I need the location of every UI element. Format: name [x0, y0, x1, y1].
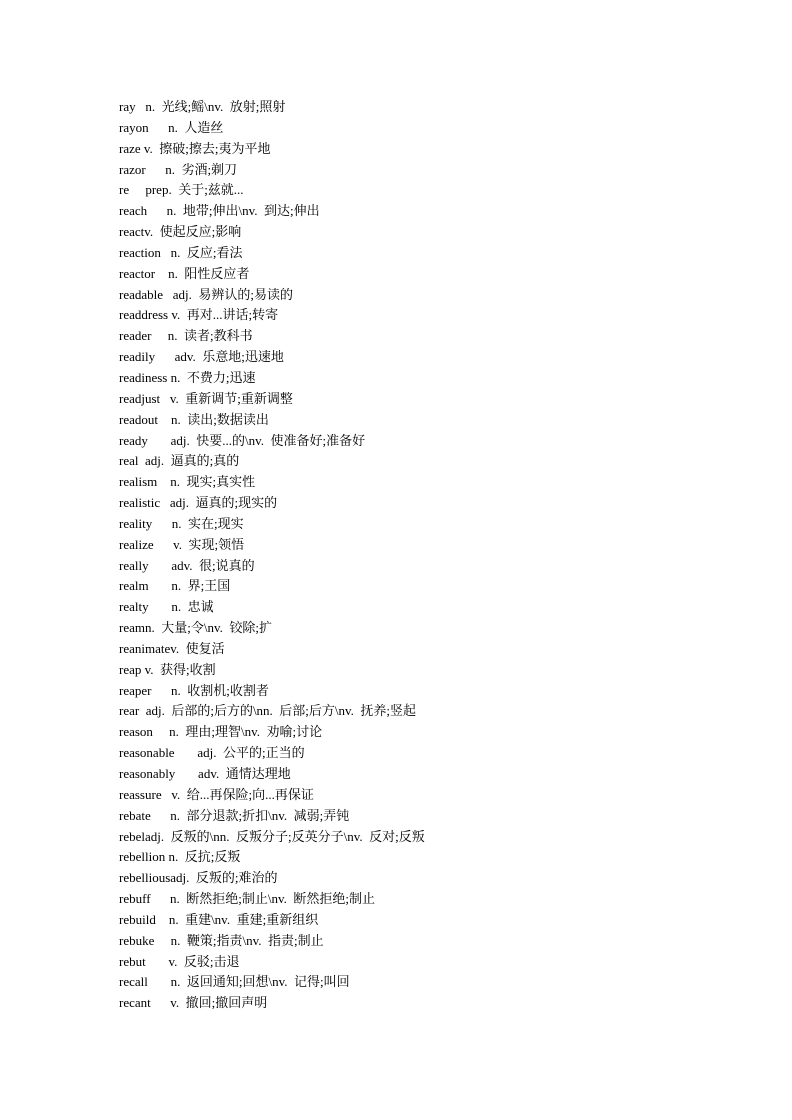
- vocabulary-entry: realistic adj. 逼真的;现实的: [119, 495, 278, 511]
- vocabulary-entry: reaction n. 反应;看法: [119, 244, 243, 260]
- vocabulary-entry: ready adj. 快要...的\nv. 使准备好;准备好: [119, 432, 366, 448]
- vocabulary-entry: readable adj. 易辨认的;易读的: [119, 286, 294, 302]
- vocabulary-entry: rebellion n. 反抗;反叛: [119, 849, 241, 865]
- vocabulary-entry: ray n. 光线;鳐\nv. 放射;照射: [119, 99, 286, 114]
- vocabulary-entry: rebut v. 反驳;击退: [119, 953, 240, 969]
- vocabulary-entry: reactv. 使起反应;影响: [119, 224, 242, 240]
- vocabulary-entry: realm n. 界;王国: [119, 578, 231, 594]
- vocabulary-entry: readout n. 读出;数据读出: [119, 411, 269, 427]
- vocabulary-entry: rear adj. 后部的;后方的\nn. 后部;后方\nv. 抚养;竖起: [119, 703, 417, 719]
- vocabulary-entry: realty n. 忠诚: [119, 599, 214, 615]
- vocabulary-entry: recall n. 返回通知;回想\nv. 记得;叫回: [119, 974, 350, 990]
- vocabulary-entry: readdress v. 再对...讲话;转寄: [119, 307, 279, 323]
- vocabulary-entry: reap v. 获得;收割: [119, 661, 216, 677]
- vocabulary-entry: reamn. 大量;令\nv. 铰除;扩: [119, 620, 272, 636]
- vocabulary-entry: reach n. 地带;伸出\nv. 到达;伸出: [119, 203, 320, 219]
- vocabulary-entry: reality n. 实在;现实: [119, 515, 244, 531]
- vocabulary-entry: readiness n. 不费力;迅速: [119, 369, 256, 385]
- vocabulary-entry: rayon n. 人造丝: [119, 119, 224, 135]
- vocabulary-entry: realize v. 实现;领悟: [119, 536, 245, 552]
- vocabulary-entry: razor n. 劣酒;剃刀: [119, 161, 238, 177]
- vocabulary-entry: readjust v. 重新调节;重新调整: [119, 390, 293, 406]
- vocabulary-entry: readily adv. 乐意地;迅速地: [119, 349, 284, 365]
- vocabulary-entry: reanimatev. 使复活: [119, 640, 225, 656]
- vocabulary-entry: reader n. 读者;教科书: [119, 328, 253, 344]
- vocabulary-entry: reassure v. 给...再保险;向...再保证: [119, 786, 314, 802]
- vocabulary-entry: reasonable adj. 公平的;正当的: [119, 745, 305, 761]
- vocabulary-list: [119, 97, 425, 1014]
- vocabulary-entry: realism n. 现实;真实性: [119, 474, 256, 490]
- vocabulary-entry: reason n. 理由;理智\nv. 劝喻;讨论: [119, 724, 323, 740]
- vocabulary-entry: reasonably adv. 通情达理地: [119, 766, 291, 781]
- vocabulary-entry: rebeladj. 反叛的\nn. 反叛分子;反英分子\nv. 反对;反叛: [119, 828, 425, 844]
- vocabulary-entry: rebuild n. 重建\nv. 重建;重新组织: [119, 911, 319, 927]
- vocabulary-entry: rebuke n. 鞭策;指责\nv. 指责;制止: [119, 932, 324, 948]
- vocabulary-entry: rebelliousadj. 反叛的;难治的: [119, 870, 278, 886]
- vocabulary-entry: reaper n. 收割机;收割者: [119, 682, 269, 698]
- vocabulary-entry: recant v. 撤回;撤回声明: [119, 995, 268, 1011]
- vocabulary-entry: re prep. 关于;兹就...: [119, 182, 244, 198]
- vocabulary-entry: really adv. 很;说真的: [119, 557, 255, 573]
- vocabulary-entry: raze v. 擦破;擦去;夷为平地: [119, 140, 271, 156]
- vocabulary-entry: reactor n. 阳性反应者: [119, 265, 250, 281]
- vocabulary-entry: rebuff n. 断然拒绝;制止\nv. 断然拒绝;制止: [119, 891, 376, 907]
- vocabulary-entry: rebate n. 部分退款;折扣\nv. 减弱;弄钝: [119, 807, 350, 823]
- vocabulary-entry: real adj. 逼真的;真的: [119, 453, 240, 469]
